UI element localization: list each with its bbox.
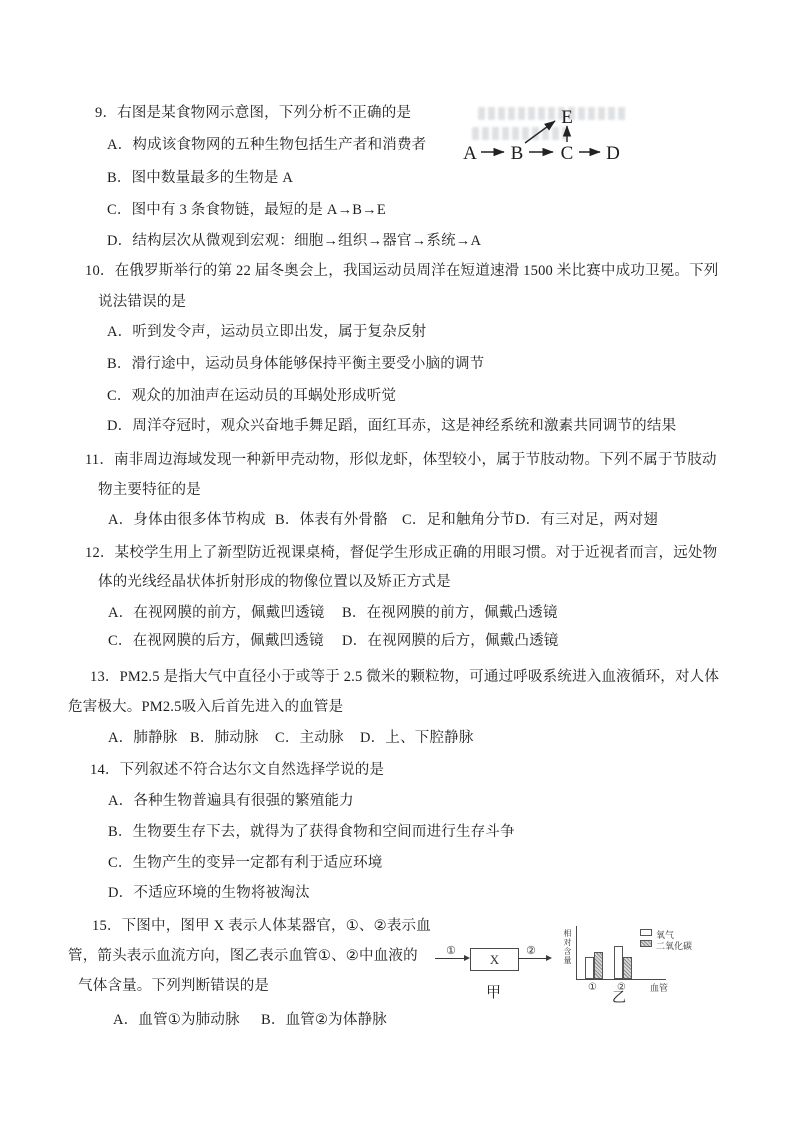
vessel2-arrow-line [518, 958, 548, 959]
q10-option-a: A．听到发令声，运动员立即出发，属于复杂反射 [107, 324, 427, 340]
q15-stem-line1: 15．下图中，图甲 X 表示人体某器官，①、②表示血 [92, 918, 431, 934]
q15-option-a: A．血管①为肺动脉 [113, 1012, 240, 1028]
q15-stem-line2: 管，箭头表示血流方向，图乙表示血管①、②中血液的 [68, 948, 418, 964]
q14-option-a: A．各种生物普遍具有很强的繁殖能力 [108, 793, 354, 809]
legend-label-oxygen: 氧气 [656, 930, 675, 940]
q11-option-c: C．足和触角分节 [402, 512, 515, 528]
q13-option-b: B．肺动脉 [190, 730, 259, 746]
bar-氧气-② [614, 946, 623, 979]
q14-option-b: B．生物要生存下去，就得为了获得食物和空间而进行生存斗争 [108, 824, 515, 840]
food-web-node-d: D [606, 143, 620, 164]
food-web-node-c: C [560, 143, 574, 164]
q13-stem-line1: 13．PM2.5 是指大气中直径小于或等于 2.5 微米的颗粒物，可通过呼吸系统进入血液循环，对人体 [90, 669, 720, 685]
q10-stem-line1: 10．在俄罗斯举行的第 22 届冬奥会上，我国运动员周洋在短道速滑 1500 米比赛中成功卫冕。下列 [85, 263, 719, 279]
q12-option-a: A．在视网膜的前方，佩戴凹透镜 [108, 605, 325, 621]
vessel1-arrow-line [435, 958, 466, 959]
figure-yi-caption: 乙 [612, 991, 626, 1006]
legend-label-co2: 二氧化碳 [656, 941, 693, 951]
q10-option-c: C．观众的加油声在运动员的耳蜗处形成听觉 [107, 388, 397, 404]
q10-stem-line2: 说法错误的是 [98, 294, 187, 310]
edge-b-e [525, 121, 555, 143]
q11-option-b: B．体表有外骨骼 [275, 512, 388, 528]
q12-option-b: B．在视网膜的前方，佩戴凸透镜 [342, 605, 558, 621]
bar-氧气-① [585, 957, 594, 979]
q11-stem-line1: 11．南非周边海域发现一种新甲壳动物，形似龙虾，体型较小，属于节肢动物。下列不属于节肢动 [85, 452, 717, 468]
chart-y-axis [576, 926, 577, 979]
q13-option-d: D．上、下腔静脉 [360, 730, 474, 746]
q9-option-b: B．图中数量最多的生物是 A [107, 170, 294, 186]
organ-x-box: X [470, 948, 519, 971]
figure-jia-caption: 甲 [486, 985, 502, 1001]
legend-swatch-co2 [640, 940, 652, 947]
q14-option-d: D．不适应环境的生物将被淘汰 [108, 885, 310, 901]
q10-option-d: D．周洋夺冠时，观众兴奋地手舞足蹈，面红耳赤，这是神经系统和激素共同调节的结果 [107, 418, 677, 434]
q15-stem-line3: 气体含量。下列判断错误的是 [78, 978, 270, 994]
chart-category-2: ② [617, 982, 626, 993]
food-web-diagram [440, 95, 740, 185]
chart-category-1: ① [588, 982, 597, 993]
q11-option-d: D．有三对足，两对翅 [515, 512, 658, 528]
vessel1-label: ① [446, 945, 456, 957]
legend-swatch-oxygen [640, 929, 652, 936]
chart-x-axis-label: 血管 [650, 983, 669, 993]
q9-option-a: A．构成该食物网的五种生物包括生产者和消费者 [107, 137, 427, 153]
q12-stem-line2: 体的光线经晶状体折射形成的物像位置以及矫正方式是 [98, 574, 451, 590]
q13-option-a: A．肺静脉 [108, 730, 178, 746]
food-web-node-a: A [463, 143, 477, 164]
bar-二氧化碳-① [594, 952, 603, 979]
q12-option-d: D．在视网膜的后方，佩戴凸透镜 [342, 633, 559, 649]
q11-option-a: A．身体由很多体节构成 [108, 512, 266, 528]
food-web-node-e: E [561, 107, 573, 128]
q12-stem-line1: 12．某校学生用上了新型防近视课桌椅，督促学生形成正确的用眼习惯。对于近视者而言，远处物 [85, 545, 718, 561]
q9-stem: 9．右图是某食物网示意图，下列分析不正确的是 [95, 105, 412, 121]
q13-option-c: C．主动脉 [275, 730, 344, 746]
q10-option-b: B．滑行途中，运动员身体能够保持平衡主要受小脑的调节 [107, 356, 485, 372]
q12-option-c: C．在视网膜的后方，佩戴凹透镜 [108, 633, 324, 649]
vessel2-label: ② [526, 945, 536, 957]
q15-option-b: B．血管②为体静脉 [261, 1012, 387, 1028]
q14-option-c: C．生物产生的变异一定都有利于适应环境 [108, 855, 383, 871]
bar-二氧化碳-② [623, 957, 632, 979]
q14-stem: 14．下列叙述不符合达尔文自然选择学说的是 [90, 762, 385, 778]
q11-stem-line2: 物主要特征的是 [98, 482, 201, 498]
food-web-node-b: B [510, 143, 524, 164]
chart-y-axis-label: 相对含量 [563, 929, 572, 965]
q9-option-c: C．图中有 3 条食物链，最短的是 A→B→E [107, 202, 386, 218]
q13-stem-line2: 危害极大。PM2.5吸入后首先进入的血管是 [68, 699, 344, 715]
q9-option-d: D．结构层次从微观到宏观：细胞→组织→器官→系统→A [107, 233, 482, 249]
chart-x-axis [576, 979, 666, 980]
vessel2-arrowhead [546, 955, 552, 961]
